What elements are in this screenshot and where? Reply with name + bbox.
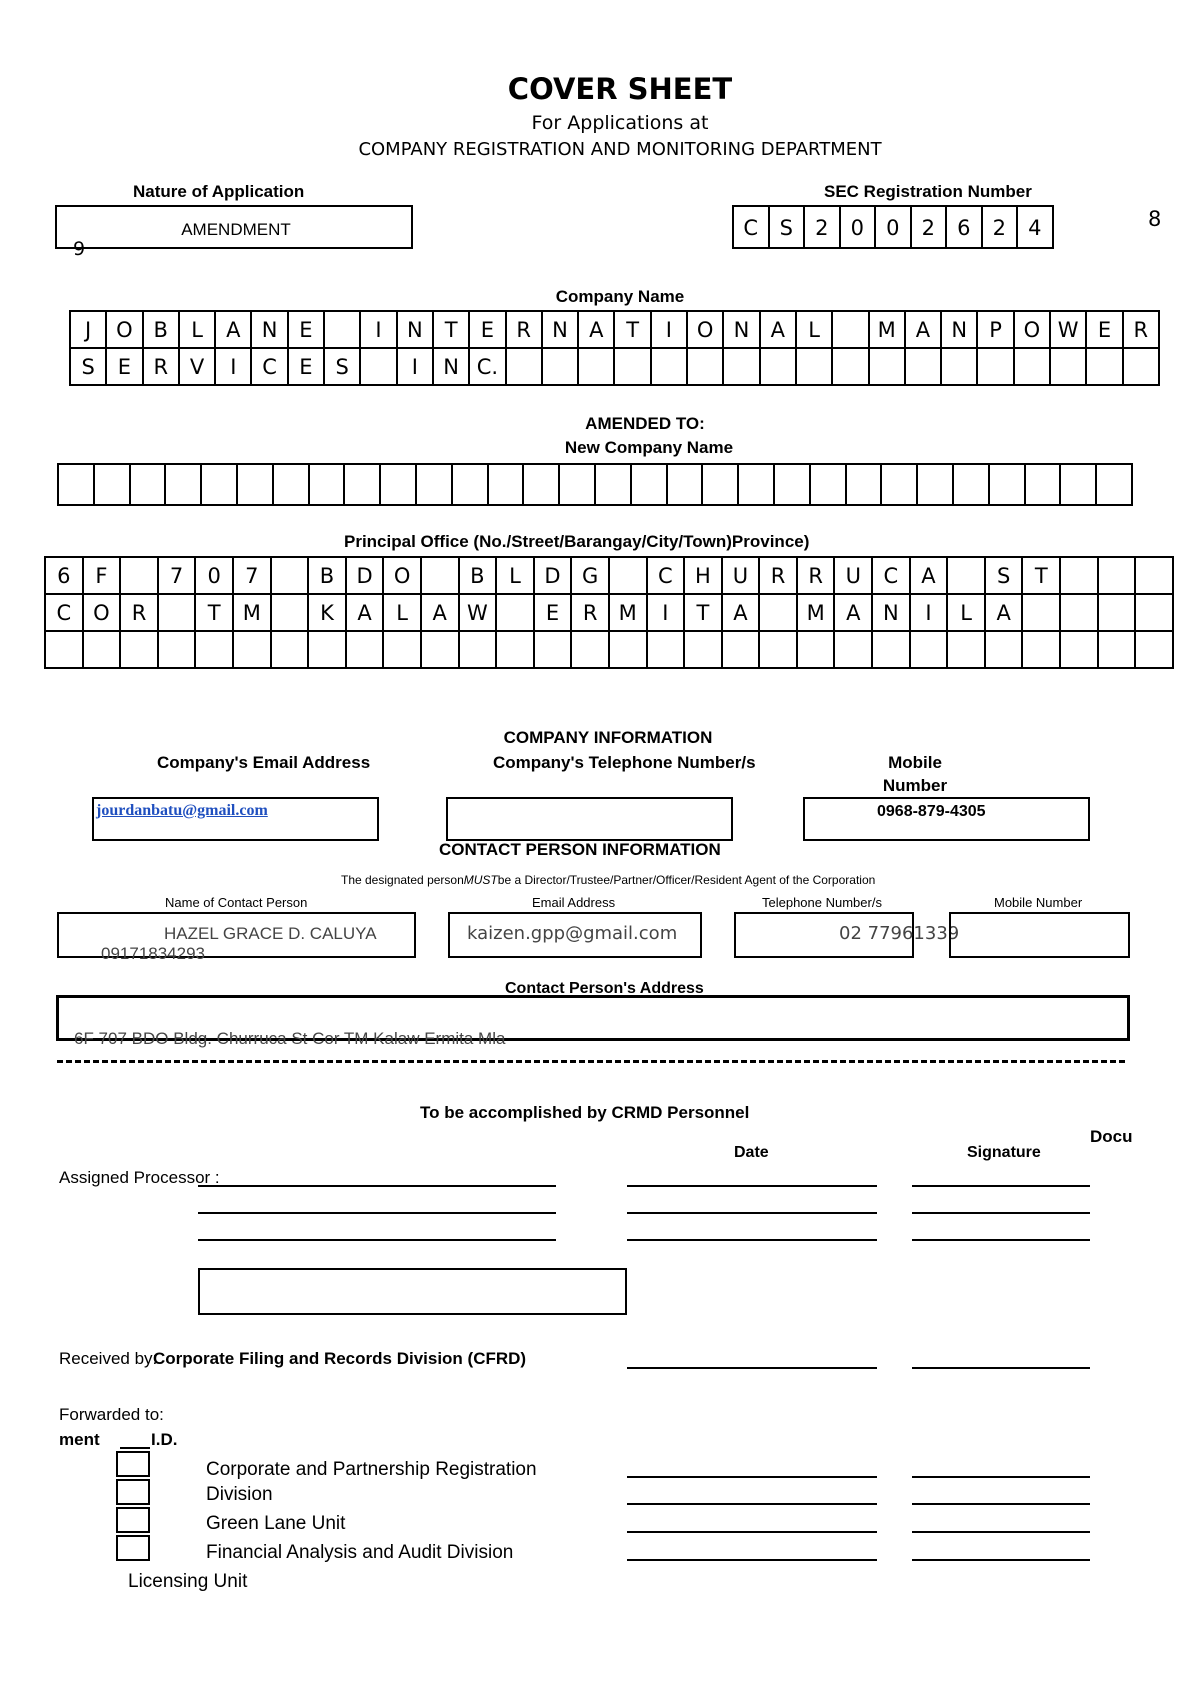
char-box[interactable] — [497, 632, 535, 667]
char-box[interactable]: N — [873, 595, 911, 630]
char-box[interactable] — [121, 558, 159, 593]
char-box[interactable]: R — [1124, 312, 1160, 347]
docu-label: Docu — [1090, 1127, 1133, 1146]
char-box[interactable]: A — [835, 595, 873, 630]
char-box[interactable]: A — [347, 595, 385, 630]
company-name-label: Company Name — [555, 287, 685, 306]
char-row — [59, 465, 1133, 506]
fwd-sig-line-1[interactable] — [912, 1476, 1090, 1478]
processor-date-line-2[interactable] — [627, 1212, 877, 1214]
division-licensing: Licensing Unit — [128, 1571, 248, 1592]
char-box[interactable]: W — [1051, 312, 1087, 347]
char-box[interactable]: V — [180, 349, 216, 384]
char-box[interactable]: T — [196, 595, 234, 630]
char-box[interactable]: N — [543, 312, 579, 347]
char-box[interactable] — [159, 595, 197, 630]
char-box[interactable]: I — [648, 595, 686, 630]
char-box[interactable] — [942, 349, 978, 384]
char-box[interactable] — [1136, 595, 1174, 630]
char-box[interactable] — [59, 465, 95, 504]
received-division: Corporate Filing and Records Division (CFRD) — [153, 1349, 527, 1368]
id-underline — [120, 1447, 150, 1449]
char-row — [46, 558, 1174, 595]
processor-line-3[interactable] — [198, 1239, 556, 1241]
char-box[interactable] — [234, 632, 272, 667]
char-box[interactable]: I — [216, 349, 252, 384]
contact-email-label: Email Address — [532, 895, 616, 910]
char-box[interactable] — [760, 595, 798, 630]
char-box[interactable] — [948, 632, 986, 667]
char-box[interactable] — [453, 465, 489, 504]
contact-note-b: be a Director/Trustee/Partner/Officer/Resident Agent of the Corporation — [497, 873, 876, 887]
contact-name-value: HAZEL GRACE D. CALUYA — [164, 924, 377, 943]
char-box[interactable]: O — [384, 558, 422, 593]
char-box[interactable]: E — [289, 312, 325, 347]
char-box[interactable]: O — [1015, 312, 1051, 347]
sec-overflow: 8 — [1148, 207, 1162, 231]
processor-sig-line-2[interactable] — [912, 1212, 1090, 1214]
char-box[interactable]: 2 — [983, 207, 1019, 248]
received-by-label: Received by: — [59, 1349, 158, 1368]
char-box[interactable] — [632, 465, 668, 504]
char-box[interactable]: R — [760, 558, 798, 593]
received-date-line[interactable] — [627, 1367, 877, 1369]
char-box[interactable]: R — [121, 595, 159, 630]
company-email-link[interactable]: jourdanbatu@gmail.com — [96, 802, 268, 819]
char-box[interactable] — [688, 349, 724, 384]
nature-overflow: 9 — [73, 238, 86, 260]
char-box[interactable]: T — [1023, 558, 1061, 593]
char-box[interactable] — [325, 312, 361, 347]
char-box[interactable]: L — [948, 595, 986, 630]
char-box[interactable]: S — [986, 558, 1024, 593]
fwd-date-line-3[interactable] — [627, 1531, 877, 1533]
char-box[interactable] — [847, 465, 883, 504]
char-box[interactable] — [873, 632, 911, 667]
char-box[interactable]: I — [361, 312, 397, 347]
char-box[interactable]: E — [470, 312, 506, 347]
char-box[interactable]: K — [309, 595, 347, 630]
char-box[interactable] — [361, 349, 397, 384]
char-row — [46, 632, 1174, 669]
char-box[interactable] — [196, 632, 234, 667]
id-label: I.D. — [151, 1430, 178, 1449]
char-box[interactable]: H — [685, 558, 723, 593]
department-name: COMPANY REGISTRATION AND MONITORING DEPARTMENT — [358, 139, 882, 160]
char-box[interactable] — [497, 595, 535, 630]
char-box[interactable] — [202, 465, 238, 504]
char-box[interactable] — [1136, 558, 1174, 593]
received-sig-line[interactable] — [912, 1367, 1090, 1369]
division-cprd-1: Corporate and Partnership Registration — [206, 1459, 537, 1480]
processor-date-line-3[interactable] — [627, 1239, 877, 1241]
char-box[interactable]: S — [325, 349, 361, 384]
char-box[interactable]: L — [384, 595, 422, 630]
mobile-label-2: Number — [882, 776, 948, 795]
crmd-heading: To be accomplished by CRMD Personnel — [420, 1103, 750, 1122]
char-box[interactable]: R — [144, 349, 180, 384]
contact-tel-label: Telephone Number/s — [762, 895, 882, 910]
char-box[interactable] — [978, 349, 1014, 384]
char-box[interactable]: 7 — [159, 558, 197, 593]
date-label: Date — [734, 1144, 769, 1161]
char-box[interactable] — [954, 465, 990, 504]
char-box[interactable] — [1061, 465, 1097, 504]
char-box[interactable] — [948, 558, 986, 593]
char-box[interactable]: C. — [470, 349, 506, 384]
fwd-sig-line-3[interactable] — [912, 1531, 1090, 1533]
char-box[interactable] — [272, 558, 310, 593]
char-box[interactable] — [990, 465, 1026, 504]
fwd-sig-line-2[interactable] — [912, 1503, 1090, 1505]
checkbox-faad[interactable] — [116, 1507, 150, 1533]
char-box[interactable] — [1023, 595, 1061, 630]
contact-address-field[interactable] — [56, 995, 1130, 1048]
char-box[interactable]: 2 — [805, 207, 841, 248]
processor-line-2[interactable] — [198, 1212, 556, 1214]
char-box[interactable] — [615, 349, 651, 384]
char-box[interactable]: A — [422, 595, 460, 630]
char-box[interactable]: B — [309, 558, 347, 593]
char-box[interactable] — [460, 632, 498, 667]
page-subtitle: For Applications at — [531, 112, 709, 134]
char-box[interactable]: G — [572, 558, 610, 593]
char-box[interactable] — [310, 465, 346, 504]
char-box[interactable] — [668, 465, 704, 504]
char-box[interactable]: L — [797, 312, 833, 347]
division-green-lane: Green Lane Unit — [206, 1513, 346, 1534]
char-box[interactable]: R — [798, 558, 836, 593]
fwd-date-line-4[interactable] — [627, 1559, 877, 1561]
char-box[interactable]: N — [942, 312, 978, 347]
signature-label: Signature — [967, 1144, 1041, 1161]
char-box[interactable] — [648, 632, 686, 667]
char-box[interactable]: R — [507, 312, 543, 347]
char-box[interactable] — [345, 465, 381, 504]
company-name-grid[interactable] — [69, 310, 1160, 386]
char-box[interactable] — [1124, 349, 1160, 384]
char-box[interactable] — [579, 349, 615, 384]
char-box[interactable] — [131, 465, 167, 504]
char-box[interactable] — [1099, 558, 1137, 593]
char-box[interactable] — [121, 632, 159, 667]
processor-sig-line-3[interactable] — [912, 1239, 1090, 1241]
char-box[interactable] — [535, 632, 573, 667]
company-mobile-value: 0968-879-4305 — [877, 803, 986, 820]
char-box[interactable]: E — [289, 349, 325, 384]
nature-field[interactable] — [55, 205, 413, 249]
char-box[interactable] — [918, 465, 954, 504]
char-box[interactable] — [610, 632, 648, 667]
char-box[interactable] — [986, 632, 1024, 667]
char-box[interactable]: A — [216, 312, 252, 347]
char-box[interactable]: 6 — [947, 207, 983, 248]
char-box[interactable] — [1061, 558, 1099, 593]
char-box[interactable] — [1061, 632, 1099, 667]
division-faad: Financial Analysis and Audit Division — [206, 1542, 514, 1563]
char-box[interactable]: B — [144, 312, 180, 347]
char-box[interactable] — [1087, 349, 1123, 384]
char-box[interactable] — [1061, 595, 1099, 630]
char-box[interactable]: C — [648, 558, 686, 593]
char-box[interactable]: I — [911, 595, 949, 630]
char-box[interactable] — [1023, 632, 1061, 667]
char-box[interactable]: A — [761, 312, 797, 347]
char-box[interactable] — [703, 465, 739, 504]
char-box[interactable]: D — [535, 558, 573, 593]
char-box[interactable] — [1136, 632, 1174, 667]
char-box[interactable]: 0 — [876, 207, 912, 248]
char-box[interactable] — [685, 632, 723, 667]
char-box[interactable] — [84, 632, 122, 667]
char-box[interactable] — [572, 632, 610, 667]
forwarded-label: Forwarded to: — [59, 1405, 164, 1424]
char-box[interactable] — [596, 465, 632, 504]
assigned-processor-label: Assigned Processor : — [59, 1168, 220, 1187]
char-box[interactable] — [652, 349, 688, 384]
char-row — [46, 595, 1174, 632]
contact-note-must: MUST — [463, 873, 498, 887]
company-email-label: Company's Email Address — [157, 753, 371, 772]
char-box[interactable]: L — [180, 312, 216, 347]
ment-label: ment — [59, 1430, 100, 1449]
company-info-heading: COMPANY INFORMATION — [503, 728, 713, 747]
processor-date-line-1[interactable] — [627, 1185, 877, 1187]
char-box[interactable]: 2 — [912, 207, 948, 248]
char-box[interactable] — [238, 465, 274, 504]
char-box[interactable]: A — [986, 595, 1024, 630]
char-box[interactable] — [870, 349, 906, 384]
char-box[interactable] — [309, 632, 347, 667]
char-box[interactable]: T — [615, 312, 651, 347]
company-telephone-label: Company's Telephone Number/s — [493, 753, 756, 772]
sec-number-grid[interactable] — [732, 205, 1054, 249]
char-box[interactable] — [1015, 349, 1051, 384]
char-box[interactable] — [739, 465, 775, 504]
nature-label: Nature of Application — [133, 182, 305, 201]
char-box[interactable]: C — [252, 349, 288, 384]
char-box[interactable] — [507, 349, 543, 384]
company-mobile-field[interactable] — [803, 797, 1090, 841]
char-box[interactable]: M — [870, 312, 906, 347]
contact-address-value: 6F 707 BDO Bldg. Churruca St Cor TM Kalaw Ermita Mla — [74, 1029, 506, 1048]
char-box[interactable] — [911, 632, 949, 667]
char-box[interactable] — [723, 632, 761, 667]
char-box[interactable]: 7 — [234, 558, 272, 593]
char-box[interactable]: C — [873, 558, 911, 593]
contact-name-label: Name of Contact Person — [165, 895, 308, 910]
char-box[interactable] — [384, 632, 422, 667]
processor-sig-line-1[interactable] — [912, 1185, 1090, 1187]
char-box[interactable]: T — [685, 595, 723, 630]
char-box[interactable]: P — [978, 312, 1014, 347]
fwd-date-line-1[interactable] — [627, 1476, 877, 1478]
char-box[interactable]: D — [347, 558, 385, 593]
char-box[interactable] — [95, 465, 131, 504]
char-box[interactable]: S — [770, 207, 806, 248]
char-box[interactable]: E — [1087, 312, 1123, 347]
checkbox-licensing[interactable] — [116, 1535, 150, 1561]
company-email-field[interactable] — [92, 797, 379, 841]
char-box[interactable] — [560, 465, 596, 504]
char-box[interactable]: R — [572, 595, 610, 630]
char-box[interactable] — [811, 465, 847, 504]
nature-value: AMENDMENT — [181, 220, 291, 239]
char-box[interactable]: O — [688, 312, 724, 347]
char-box[interactable] — [274, 465, 310, 504]
char-box[interactable] — [775, 465, 811, 504]
char-box[interactable] — [760, 632, 798, 667]
char-box[interactable]: N — [252, 312, 288, 347]
char-box[interactable]: M — [798, 595, 836, 630]
char-box[interactable] — [422, 632, 460, 667]
char-box[interactable]: E — [535, 595, 573, 630]
fwd-sig-line-4[interactable] — [912, 1559, 1090, 1561]
char-box[interactable] — [46, 632, 84, 667]
contact-note-a: The designated person — [341, 873, 464, 887]
char-box[interactable]: L — [497, 558, 535, 593]
char-box[interactable]: N — [398, 312, 434, 347]
checkbox-green-lane[interactable] — [116, 1479, 150, 1505]
char-box[interactable]: M — [610, 595, 648, 630]
char-box[interactable]: B — [460, 558, 498, 593]
char-box[interactable]: C — [46, 595, 84, 630]
char-row — [71, 349, 1160, 386]
char-box[interactable] — [833, 312, 869, 347]
char-box[interactable]: J — [71, 312, 107, 347]
char-box[interactable]: A — [911, 558, 949, 593]
page-title: COVER SHEET — [507, 72, 733, 106]
char-box[interactable] — [417, 465, 453, 504]
char-row — [71, 312, 1160, 349]
char-box[interactable]: A — [906, 312, 942, 347]
char-box[interactable]: A — [723, 595, 761, 630]
contact-tel-value: 02 77961339 — [839, 923, 960, 944]
contact-email-value: kaizen.gpp@gmail.com — [467, 923, 678, 944]
char-box[interactable] — [166, 465, 202, 504]
char-box[interactable] — [835, 632, 873, 667]
char-box[interactable] — [906, 349, 942, 384]
char-box[interactable]: N — [434, 349, 470, 384]
principal-office-label: Principal Office (No./Street/Barangay/City/Town)Province) — [344, 532, 810, 551]
processor-box[interactable] — [198, 1268, 627, 1315]
checkbox-cprd[interactable] — [116, 1451, 150, 1477]
char-box[interactable] — [610, 558, 648, 593]
char-box[interactable] — [833, 349, 869, 384]
char-box[interactable]: U — [723, 558, 761, 593]
char-box[interactable] — [272, 595, 310, 630]
company-telephone-field[interactable] — [446, 797, 733, 841]
char-box[interactable]: A — [579, 312, 615, 347]
char-box[interactable]: 0 — [841, 207, 877, 248]
char-box[interactable]: E — [107, 349, 143, 384]
char-box[interactable]: S — [71, 349, 107, 384]
char-box[interactable] — [1099, 595, 1137, 630]
contact-address-label: Contact Person's Address — [505, 980, 704, 997]
char-box[interactable] — [543, 349, 579, 384]
char-box[interactable] — [1051, 349, 1087, 384]
processor-line-1[interactable] — [198, 1185, 556, 1187]
contact-note — [341, 873, 875, 887]
char-box[interactable] — [798, 632, 836, 667]
char-box[interactable]: C — [734, 207, 770, 248]
contact-tel-field[interactable] — [734, 912, 960, 958]
char-box[interactable] — [381, 465, 417, 504]
contact-mobile-label: Mobile Number — [994, 895, 1083, 910]
char-box[interactable] — [761, 349, 797, 384]
char-box[interactable]: W — [460, 595, 498, 630]
char-box[interactable] — [422, 558, 460, 593]
contact-heading: CONTACT PERSON INFORMATION — [439, 840, 721, 859]
char-box[interactable]: N — [724, 312, 760, 347]
char-box[interactable] — [1099, 632, 1137, 667]
char-box[interactable] — [489, 465, 525, 504]
principal-office-grid[interactable] — [44, 556, 1174, 669]
new-company-label: New Company Name — [564, 438, 734, 457]
contact-name-overflow: 09171834293 — [101, 944, 206, 963]
amended-label: AMENDED TO: — [585, 414, 705, 433]
char-box[interactable]: 0 — [196, 558, 234, 593]
char-box[interactable] — [272, 632, 310, 667]
char-box[interactable]: U — [835, 558, 873, 593]
char-box[interactable]: M — [234, 595, 272, 630]
mobile-label-1: Mobile — [888, 753, 942, 772]
contact-mobile-field[interactable] — [949, 912, 1130, 958]
char-box[interactable] — [724, 349, 760, 384]
contact-email-field[interactable] — [448, 912, 702, 958]
char-box[interactable]: F — [84, 558, 122, 593]
division-cprd-2: Division — [206, 1484, 273, 1505]
sec-label: SEC Registration Number — [824, 182, 1032, 201]
char-box[interactable]: O — [107, 312, 143, 347]
char-box[interactable] — [1026, 465, 1062, 504]
char-box[interactable]: 6 — [46, 558, 84, 593]
char-box[interactable] — [524, 465, 560, 504]
char-box[interactable]: I — [652, 312, 688, 347]
char-box[interactable] — [797, 349, 833, 384]
char-box[interactable] — [882, 465, 918, 504]
fwd-date-line-2[interactable] — [627, 1503, 877, 1505]
char-box[interactable]: I — [398, 349, 434, 384]
char-box[interactable] — [159, 632, 197, 667]
new-company-name-grid[interactable] — [57, 463, 1133, 506]
char-box[interactable]: O — [84, 595, 122, 630]
char-box[interactable] — [1097, 465, 1133, 504]
cut-line — [57, 1060, 1125, 1063]
char-box[interactable] — [347, 632, 385, 667]
char-box[interactable]: 4 — [1018, 207, 1054, 248]
char-box[interactable]: T — [434, 312, 470, 347]
